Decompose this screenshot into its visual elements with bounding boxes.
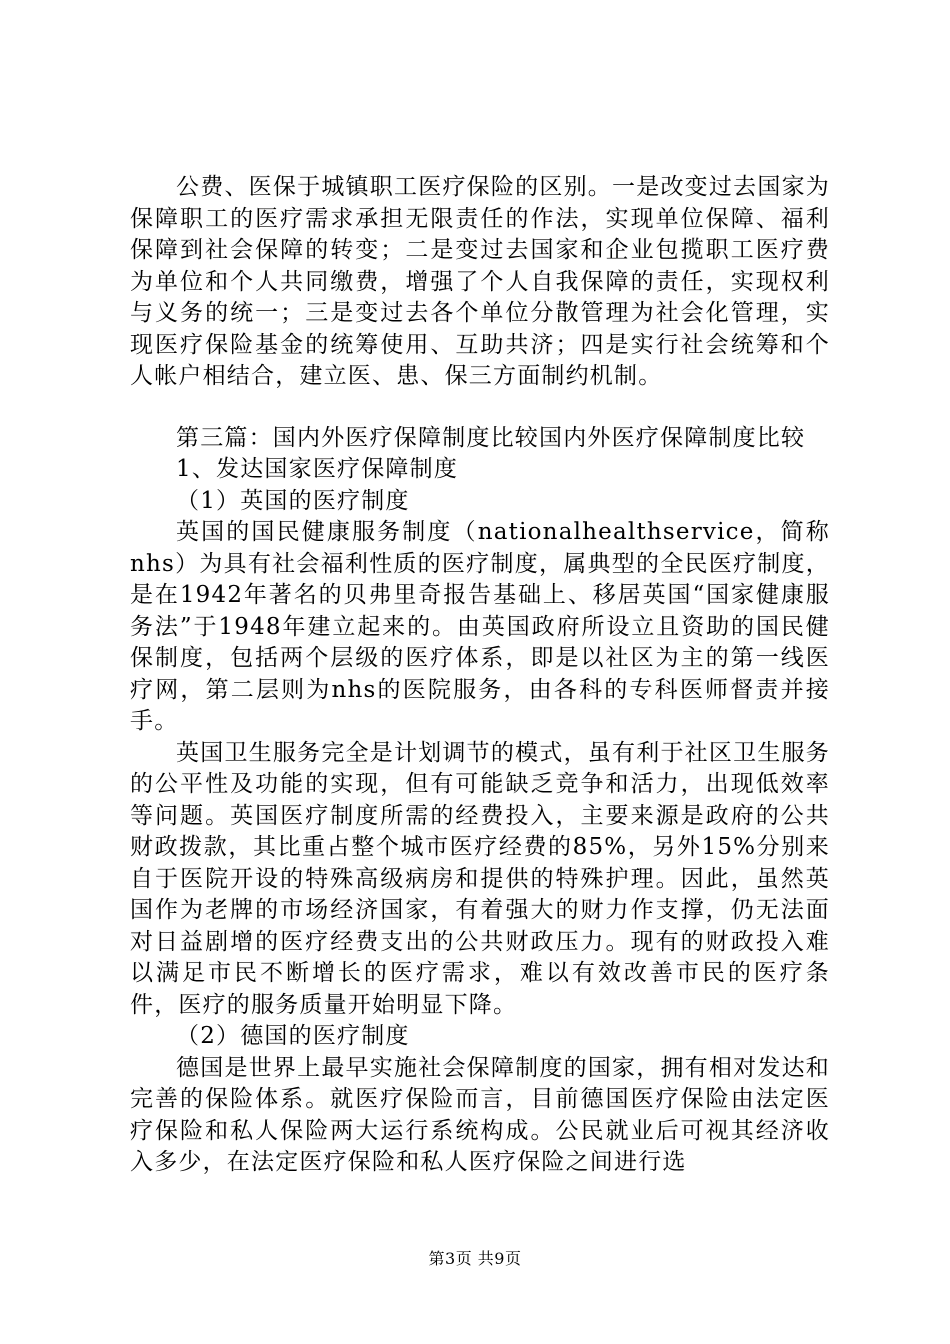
- document-body: [130, 172, 830, 1179]
- paragraph-uk-nhs: 英国的国民健康服务制度（nationalhealthservice，简称nhs）为具有社会福利性质的医疗制度，属典型的全民医疗制度，是在1942年著名的贝弗里奇报告基础上、移居英国“国家健康服务法”于1948年建立起来的。由英国政府所设立且资助的国民健保制度，包括两个层级的医疗体系，即是以社区为主的第一线医疗网，第二层则为nhs的医院服务，由各科的专科医师督责并接手。: [130, 519, 830, 734]
- paragraph-insurance-differences: 公费、医保于城镇职工医疗保险的区别。一是改变过去国家为保障职工的医疗需求承担无限责任的作法，实现单位保障、福利保障到社会保障的转变；二是变过去国家和企业包揽职工医疗费为单位和个人共同缴费，增强了个人自我保障的责任，实现权利与义务的统一；三是变过去各个单位分散管理为社会化管理，实现医疗保险基金的统筹使用、互助共济；四是实行社会统筹和个人帐户相结合，建立医、患、保三方面制约机制。: [130, 174, 830, 389]
- heading-developed-countries: 1、发达国家医疗保障制度: [176, 456, 459, 482]
- paragraph-uk-funding: 英国卫生服务完全是计划调节的模式，虽有利于社区卫生服务的公平性及功能的实现，但有可能缺乏竞争和活力，出现低效率等问题。英国医疗制度所需的经费投入，主要来源是政府的公共财政拨款，其比重占整个城市医疗经费的85%，另外15%分别来自于医院开设的特殊高级病房和提供的特殊护理。因此，虽然英国作为老牌的市场经济国家，有着强大的财力作支撑，仍无法面对日益剧增的医疗经费支出的公共财政压力。现有的财政投入难以满足市民不断增长的医疗需求，难以有效改善市民的医疗条件，医疗的服务质量开始明显下降。: [130, 739, 830, 1018]
- paragraph-germany-insurance: 德国是世界上最早实施社会保障制度的国家，拥有相对发达和完善的保险体系。就医疗保险而言，目前德国医疗保险由法定医疗保险和私人保险两大运行系统构成。公民就业后可视其经济收入多少，在法定医疗保险和私人医疗保险之间进行选: [130, 1054, 830, 1175]
- paragraph-gap: [130, 393, 830, 423]
- heading-uk-system: （1）英国的医疗制度: [176, 487, 410, 514]
- section-title: 第三篇：国内外医疗保障制度比较国内外医疗保障制度比较: [176, 424, 806, 451]
- heading-germany-system: （2）德国的医疗制度: [176, 1023, 410, 1049]
- page-footer: 第3页 共9页: [428, 1249, 522, 1268]
